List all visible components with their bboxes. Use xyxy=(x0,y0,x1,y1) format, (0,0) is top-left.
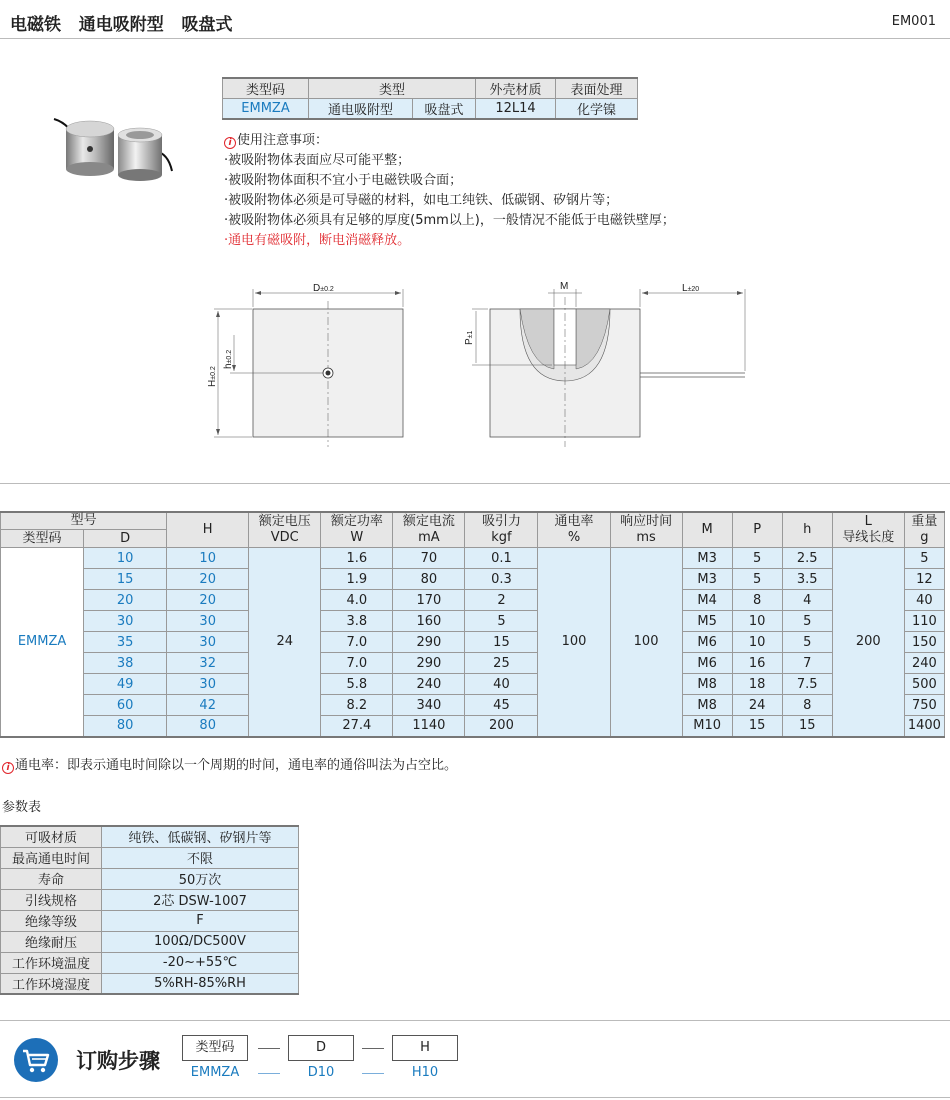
order-separator xyxy=(258,1048,280,1049)
m-cell: M10 xyxy=(682,716,732,737)
hh-cell: 4 xyxy=(782,590,832,611)
p-cell: 8 xyxy=(732,590,782,611)
p-cell: 15 xyxy=(732,716,782,737)
note-warning: ·通电有磁吸附，断电消磁释放。 xyxy=(224,233,411,248)
dim-m: M xyxy=(560,281,569,292)
m-cell: M8 xyxy=(682,674,732,695)
header-h: H xyxy=(167,512,249,548)
force-cell: 5 xyxy=(465,611,538,632)
m-cell: M3 xyxy=(682,548,732,569)
d-cell: 49 xyxy=(84,674,167,695)
order-separator xyxy=(362,1073,384,1074)
power-cell: 8.2 xyxy=(321,695,393,716)
header-lead: L 导线长度 xyxy=(832,512,904,548)
param-value: -20~+55℃ xyxy=(102,952,299,973)
header-model: 型号 xyxy=(1,512,167,530)
d-cell: 20 xyxy=(84,590,167,611)
p-cell: 5 xyxy=(732,548,782,569)
header-typecode: 类型码 xyxy=(1,530,84,548)
h-cell: 20 xyxy=(167,569,249,590)
header-p: P xyxy=(732,512,782,548)
params-row xyxy=(1,868,299,889)
param-label: 绝缘耐压 xyxy=(1,931,102,952)
table-row xyxy=(1,611,945,632)
order-separator xyxy=(362,1048,384,1049)
current-cell: 340 xyxy=(393,695,465,716)
power-cell: 27.4 xyxy=(321,716,393,737)
param-value: 100Ω/DC500V xyxy=(102,931,299,952)
spec-cell: 化学镍 xyxy=(556,99,638,120)
drawing-front-view xyxy=(200,277,420,447)
drawing-section-view xyxy=(460,277,760,447)
table-row xyxy=(1,716,945,737)
current-cell: 160 xyxy=(393,611,465,632)
p-cell: 16 xyxy=(732,653,782,674)
response-cell: 100 xyxy=(610,548,682,737)
param-value: 50万次 xyxy=(102,868,299,889)
dim-d: D±0.2 xyxy=(313,283,334,294)
params-row xyxy=(1,973,299,994)
hh-cell: 5 xyxy=(782,632,832,653)
d-cell: 38 xyxy=(84,653,167,674)
p-cell: 5 xyxy=(732,569,782,590)
m-cell: M6 xyxy=(682,653,732,674)
dim-h-big: H±0.2 xyxy=(207,366,218,387)
voltage-cell: 24 xyxy=(249,548,321,737)
d-cell: 60 xyxy=(84,695,167,716)
param-label: 绝缘等级 xyxy=(1,910,102,931)
params-row xyxy=(1,826,299,847)
params-row xyxy=(1,847,299,868)
page-title: 电磁铁 通电吸附型 吸盘式 xyxy=(10,15,233,35)
dim-h-small: h±0.2 xyxy=(223,349,234,369)
notes-heading-text: 使用注意事项： xyxy=(237,133,329,148)
duty-cell: 100 xyxy=(538,548,610,737)
product-overview-panel xyxy=(0,38,950,484)
header-duty: 通电率 % xyxy=(538,512,610,548)
header-power: 额定功率 W xyxy=(321,512,393,548)
p-cell: 18 xyxy=(732,674,782,695)
h-cell: 32 xyxy=(167,653,249,674)
header-m: M xyxy=(682,512,732,548)
table-row xyxy=(1,695,945,716)
param-label: 工作环境湿度 xyxy=(1,973,102,994)
current-cell: 290 xyxy=(393,632,465,653)
spec-header: 类型 xyxy=(309,78,476,99)
product-code: EM001 xyxy=(891,14,936,29)
h-cell: 30 xyxy=(167,632,249,653)
h-cell: 30 xyxy=(167,674,249,695)
current-cell: 70 xyxy=(393,548,465,569)
param-label: 工作环境温度 xyxy=(1,952,102,973)
order-value-typecode: EMMZA xyxy=(190,1065,240,1080)
d-cell: 10 xyxy=(84,548,167,569)
param-label: 可吸材质 xyxy=(1,826,102,847)
power-cell: 7.0 xyxy=(321,653,393,674)
params-row xyxy=(1,889,299,910)
order-box-h: H xyxy=(392,1035,458,1061)
power-cell: 1.9 xyxy=(321,569,393,590)
header-response: 响应时间 ms xyxy=(610,512,682,548)
param-value: F xyxy=(102,910,299,931)
order-value-h: H10 xyxy=(411,1065,439,1080)
table-row xyxy=(1,590,945,611)
order-title: 订购步骤 xyxy=(76,1049,160,1073)
table-row xyxy=(1,653,945,674)
hh-cell: 3.5 xyxy=(782,569,832,590)
table-row xyxy=(1,569,945,590)
usage-notes xyxy=(224,131,675,251)
hh-cell: 8 xyxy=(782,695,832,716)
force-cell: 15 xyxy=(465,632,538,653)
header-weight: 重量 g xyxy=(904,512,944,548)
weight-cell: 110 xyxy=(904,611,944,632)
p-cell: 10 xyxy=(732,611,782,632)
header-voltage: 额定电压 VDC xyxy=(249,512,321,548)
order-box-d: D xyxy=(288,1035,354,1061)
current-cell: 240 xyxy=(393,674,465,695)
params-title: 参数表 xyxy=(2,800,42,815)
force-cell: 45 xyxy=(465,695,538,716)
header-d: D xyxy=(84,530,167,548)
h-cell: 80 xyxy=(167,716,249,737)
weight-cell: 12 xyxy=(904,569,944,590)
d-cell: 80 xyxy=(84,716,167,737)
h-cell: 30 xyxy=(167,611,249,632)
power-cell: 7.0 xyxy=(321,632,393,653)
params-row xyxy=(1,952,299,973)
param-label: 寿命 xyxy=(1,868,102,889)
param-label: 引线规格 xyxy=(1,889,102,910)
product-photo xyxy=(50,111,180,183)
weight-cell: 5 xyxy=(904,548,944,569)
current-cell: 290 xyxy=(393,653,465,674)
force-cell: 200 xyxy=(465,716,538,737)
spec-cell: 12L14 xyxy=(476,99,556,120)
spec-table xyxy=(222,77,638,120)
dim-p: P±1 xyxy=(464,330,475,345)
param-label: 最高通电时间 xyxy=(1,847,102,868)
table-row xyxy=(1,632,945,653)
duty-note-text: 通电率：即表示通电时间除以一个周期的时间，通电率的通俗叫法为占空比。 xyxy=(15,758,458,773)
spec-header: 外壳材质 xyxy=(476,78,556,99)
order-steps-panel xyxy=(0,1020,950,1098)
params-row xyxy=(1,931,299,952)
info-icon: i xyxy=(2,762,14,774)
p-cell: 10 xyxy=(732,632,782,653)
note-item: ·被吸附物体必须是可导磁的材料，如电工纯铁、低碳钢、矽钢片等； xyxy=(224,193,619,208)
m-cell: M8 xyxy=(682,695,732,716)
weight-cell: 240 xyxy=(904,653,944,674)
param-value: 纯铁、低碳钢、矽钢片等 xyxy=(102,826,299,847)
duty-note xyxy=(2,754,457,774)
d-cell: 30 xyxy=(84,611,167,632)
m-cell: M4 xyxy=(682,590,732,611)
notes-heading xyxy=(224,131,675,151)
force-cell: 0.3 xyxy=(465,569,538,590)
note-item: ·被吸附物体面积不宜小于电磁铁吸合面； xyxy=(224,173,463,188)
force-cell: 2 xyxy=(465,590,538,611)
h-cell: 42 xyxy=(167,695,249,716)
header-hh: h xyxy=(782,512,832,548)
hh-cell: 2.5 xyxy=(782,548,832,569)
h-cell: 10 xyxy=(167,548,249,569)
current-cell: 80 xyxy=(393,569,465,590)
spec-header: 表面处理 xyxy=(556,78,638,99)
power-cell: 5.8 xyxy=(321,674,393,695)
weight-cell: 750 xyxy=(904,695,944,716)
h-cell: 20 xyxy=(167,590,249,611)
hh-cell: 7.5 xyxy=(782,674,832,695)
force-cell: 40 xyxy=(465,674,538,695)
page-header xyxy=(0,0,950,38)
current-cell: 170 xyxy=(393,590,465,611)
hh-cell: 5 xyxy=(782,611,832,632)
force-cell: 25 xyxy=(465,653,538,674)
m-cell: M3 xyxy=(682,569,732,590)
order-box-typecode: 类型码 xyxy=(182,1035,248,1061)
m-cell: M5 xyxy=(682,611,732,632)
param-value: 2芯 DSW-1007 xyxy=(102,889,299,910)
p-cell: 24 xyxy=(732,695,782,716)
weight-cell: 40 xyxy=(904,590,944,611)
note-item: ·被吸附物体必须具有足够的厚度(5mm以上)，一般情况不能低于电磁铁壁厚； xyxy=(224,213,675,228)
params-row xyxy=(1,910,299,931)
header-current: 额定电流 mA xyxy=(393,512,465,548)
spec-cell: 通电吸附型 xyxy=(309,99,413,120)
model-spec-table xyxy=(0,511,945,738)
typecode-cell: EMMZA xyxy=(1,548,84,737)
param-value: 不限 xyxy=(102,847,299,868)
header-force: 吸引力 kgf xyxy=(465,512,538,548)
hh-cell: 7 xyxy=(782,653,832,674)
weight-cell: 1400 xyxy=(904,716,944,737)
table-row xyxy=(1,674,945,695)
d-cell: 15 xyxy=(84,569,167,590)
power-cell: 1.6 xyxy=(321,548,393,569)
param-value: 5%RH-85%RH xyxy=(102,973,299,994)
lead-cell: 200 xyxy=(832,548,904,737)
params-table xyxy=(0,825,299,995)
weight-cell: 500 xyxy=(904,674,944,695)
info-icon: i xyxy=(224,137,236,149)
spec-cell: EMMZA xyxy=(223,99,309,120)
power-cell: 4.0 xyxy=(321,590,393,611)
weight-cell: 150 xyxy=(904,632,944,653)
dim-l: L±20 xyxy=(682,283,700,294)
cart-icon xyxy=(14,1038,58,1082)
order-separator xyxy=(258,1073,280,1074)
d-cell: 35 xyxy=(84,632,167,653)
spec-header: 类型码 xyxy=(223,78,309,99)
note-item: ·被吸附物体表面应尽可能平整； xyxy=(224,153,411,168)
power-cell: 3.8 xyxy=(321,611,393,632)
current-cell: 1140 xyxy=(393,716,465,737)
spec-cell: 吸盘式 xyxy=(412,99,475,120)
order-value-d: D10 xyxy=(307,1065,335,1080)
m-cell: M6 xyxy=(682,632,732,653)
force-cell: 0.1 xyxy=(465,548,538,569)
hh-cell: 15 xyxy=(782,716,832,737)
